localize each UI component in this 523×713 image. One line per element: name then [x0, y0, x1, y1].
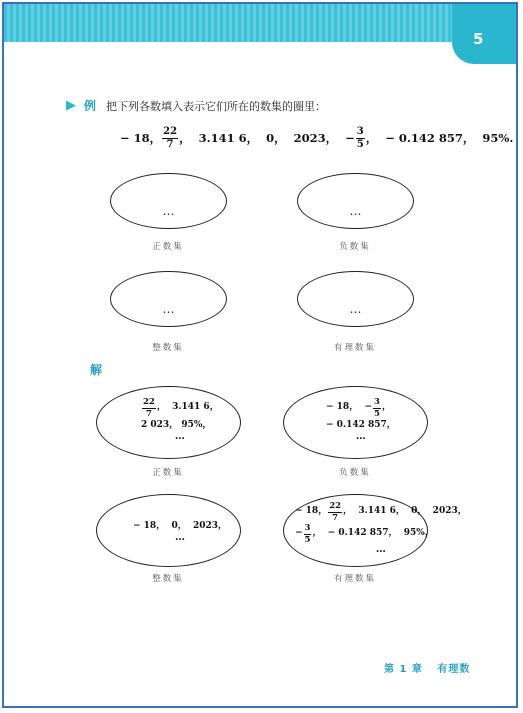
integer-set-caption: 整数集 — [152, 574, 184, 584]
chapter-title: 有理数 — [437, 664, 471, 675]
fraction-numerator: 3 — [374, 397, 380, 407]
number-item: ， − 0.142 857， 95%. — [365, 131, 514, 145]
page-number-tab — [452, 4, 516, 64]
number-item: − 18， − — [326, 402, 373, 413]
fraction-denominator: 7 — [332, 512, 339, 523]
example-intro — [66, 97, 326, 114]
integer-set-caption: 整数集 — [152, 343, 184, 353]
negative-set-caption: 负数集 — [339, 468, 371, 478]
rational-set-contents — [295, 502, 467, 555]
positive-set-ellipse — [110, 173, 227, 229]
number-item: − — [295, 528, 303, 539]
chapter-number: 第 1 章 — [384, 664, 423, 675]
page-number: 5 — [473, 30, 484, 48]
ellipsis: … — [175, 531, 186, 543]
fraction-numerator: 22 — [143, 397, 155, 407]
negative-set-contents — [326, 398, 396, 442]
triangle-marker-icon: ▶ — [66, 98, 76, 113]
fraction-denominator: 7 — [166, 138, 174, 150]
ellipsis: … — [162, 302, 175, 316]
ellipsis: … — [349, 204, 362, 218]
ellipsis: … — [174, 430, 185, 442]
fraction — [373, 398, 381, 418]
fraction-denominator: 5 — [304, 534, 311, 545]
number-item: − 18， — [120, 131, 162, 145]
number-item: ， — [381, 402, 391, 413]
number-item: ， 3.141 6， 0， 2023， — [343, 506, 467, 517]
fraction-numerator: 22 — [329, 501, 342, 511]
number-item: ， − 0.142 857， 95%， — [312, 528, 434, 539]
fraction — [328, 502, 342, 522]
number-item: 2 023， 95%， — [141, 420, 212, 430]
header-band — [4, 4, 516, 42]
number-item: − 18， — [295, 506, 328, 517]
example-label: 例 — [84, 99, 97, 113]
ellipsis: … — [375, 544, 386, 555]
solution-label: 解 — [90, 363, 103, 377]
fraction — [356, 127, 365, 150]
chapter-footer — [384, 660, 470, 675]
positive-set-caption: 正数集 — [152, 468, 184, 478]
ellipsis: … — [349, 302, 362, 316]
fraction-denominator: 5 — [374, 408, 380, 419]
positive-set-caption: 正数集 — [152, 242, 184, 252]
numbers-list — [120, 118, 513, 158]
fraction — [304, 524, 312, 544]
number-item: ， 3.141 6， 0， 2023， − — [179, 131, 355, 145]
fraction — [162, 127, 178, 150]
ellipsis: … — [355, 430, 366, 442]
fraction-numerator: 22 — [163, 125, 178, 137]
number-item: − 0.142 857， — [326, 420, 396, 430]
fraction-denominator: 5 — [356, 138, 364, 150]
integer-set-contents — [133, 522, 227, 543]
negative-set-caption: 负数集 — [339, 242, 371, 252]
integer-set-ellipse — [110, 271, 227, 327]
rational-set-caption: 有理数集 — [333, 343, 376, 353]
example-task: 把下列各数填入表示它们所在的数集的圈里： — [106, 99, 327, 113]
fraction-numerator: 3 — [356, 125, 364, 137]
fraction-denominator: 7 — [145, 408, 152, 419]
ellipsis: … — [162, 204, 175, 218]
negative-set-ellipse — [297, 173, 414, 229]
rational-set-caption: 有理数集 — [333, 574, 376, 584]
rational-set-ellipse — [297, 271, 414, 327]
positive-set-contents — [141, 398, 219, 442]
number-item: ， 3.141 6， — [156, 402, 219, 413]
fraction — [142, 398, 156, 418]
number-item: − 18， 0， 2023， — [133, 521, 228, 531]
fraction-numerator: 3 — [304, 523, 311, 533]
